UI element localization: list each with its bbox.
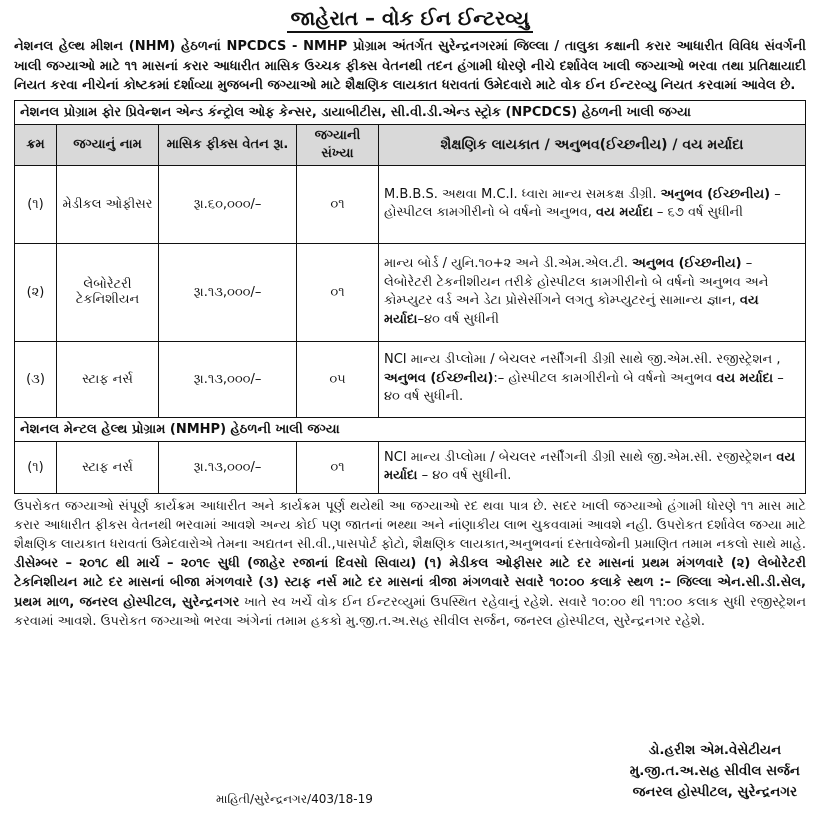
table-row [15,243,806,341]
row-qualification [379,341,806,417]
row-count: ૦૧ [297,165,379,243]
section-heading-row [15,100,806,124]
col-salary-header: માસિક ફીક્સ વેતન રૂા. [159,124,297,165]
qual-age-label: વય મર્યાદા [384,293,759,327]
qual-text: NCI માન્ય ડીપ્લોમા / બેચલર નર્સીંગની ડીગ્રી સાથે જી.એમ.સી. રજીસ્ટ્રેશન [384,449,777,465]
row-salary: રૂા.૧૩,૦૦૦/– [159,243,297,341]
footer-paragraph [14,497,806,631]
qual-experience-label: અનુભવ (ઈચ્છનીય) [632,256,742,271]
row-post: સ્ટાફ નર્સ [57,441,159,493]
row-salary: રૂા.૧૩,૦૦૦/– [159,441,297,493]
row-qualification [379,165,806,243]
qual-age-label: વય મર્યાદા [596,205,653,220]
col-serial-header: ક્રમ [15,124,57,165]
row-post: મેડીકલ ઓફીસર [57,165,159,243]
footer-text: ખાતે સ્વ ખર્ચે વોક ઈન ઈન્ટરવ્યુમાં ઉપસ્થિત રહેવાનું રહેશે. સવારે ૧૦:૦૦ થી ૧૧:૦૦ કલાક સુધી રજીસ્ટ્રેશન કરવામાં આવશે. ઉપરોકત જગ્યાઓ ભરવા અંગેનાં તમામ હકકો મુ.જી.ત.અ.સહ સીવીલ સર્જન, જનરલ હોસ્પીટલ, સુરેન્દ્રનગર રહેશે. [14,594,806,629]
row-qualification [379,441,806,493]
table-row [15,341,806,417]
row-post: સ્ટાફ નર્સ [57,341,159,417]
qual-experience-label: અનુભવ (ઈચ્છનીય) [384,370,494,386]
row-count: ૦૧ [297,243,379,341]
qual-text: માન્ય બોર્ડ / યુનિ.૧૦+૨ અને ડી.એમ.એલ.ટી. [384,256,633,271]
signatory-designation: મુ.જી.ત.અ.સહ સીવીલ સર્જન [629,763,800,779]
col-post-header: જગ્યાનું નામ [57,124,159,165]
signatory-name: ડો.હરીશ એમ.વેસેટીયન [648,742,782,758]
row-serial: (૩) [15,341,57,417]
col-qualification-header: શૈક્ષણિક લાયકાત / અનુભવ(ઈચ્છનીય) / વય મર્યાદા [379,124,806,165]
title-wrapper [14,6,806,34]
qual-text: :– હોસ્પીટલ કામગીરીનો બે વર્ષનો અનુભવ [493,370,717,386]
table-row [15,165,806,243]
qual-age-label: વય મર્યાદા [716,370,774,386]
qual-text: NCI માન્ય ડીપ્લોમા / બેચલર નર્સીંગની ડીગ્રી સાથે જી.એમ.સી. રજીસ્ટ્રેશન , [384,352,781,368]
row-salary: રૂા.૧૩,૦૦૦/– [159,341,297,417]
qual-age-label: વય મર્યાદા [384,449,796,483]
signature-block [630,740,800,803]
qual-text: –લેબોરેટરી ટેકનીશીયન તરીકે હોસ્પીટલ કામગીરીનો બે વર્ષનો અનુભવ અને કોમ્પ્યુટર વર્ડ અને ડેટા પ્રોસેસીંગને લગતુ કોમ્પ્યુટરનું સામાન્ય જ્ઞાન, [384,256,769,308]
footer-schedule: ડીસેમ્બર – ૨૦૧૮ થી માર્ચ – ૨૦૧૯ સુધી (જાહેર રજાનાં દિવસો સિવાય) (૧) મેડીકલ ઓફીસર માટે દર માસનાં પ્રથમ મંગળવારે (૨) લેબોરેટરી ટેકનિશીયન માટે દર માસનાં બીજા મંગળવારે (૩) સ્ટાફ નર્સ માટે દર માસનાં ત્રીજા મંગળવારે સવારે ૧૦:૦૦ કલાકે સ્થળ :– જિલ્લા એન.સી.ડી.સેલ, પ્રથમ માળ, જનરલ હોસ્પીટલ, સુરેન્દ્રનગર [14,556,806,610]
qual-text: – ૪૦ વર્ષ સુધીની. [384,370,784,405]
row-serial: (૨) [15,243,57,341]
row-serial: (૧) [15,441,57,493]
row-post: લેબોરેટરી ટેકનિશીયન [57,243,159,341]
qual-text: – ૬૭ વર્ષ સુધીની [652,205,743,220]
row-serial: (૧) [15,165,57,243]
section-heading-row [15,417,806,441]
row-salary: રૂા.૬૦,૦૦૦/– [159,165,297,243]
intro-paragraph: નેશનલ હેલ્થ મીશન (NHM) હેઠળનાં NPCDCS - NMHP પ્રોગ્રામ અંતર્ગત સુરેન્દ્રનગરમાં જિલ્લા / તાલુકા કક્ષાની કરાર આધારીત વિવિધ સંવર્ગની ખાલી જગ્યાઓ માટે ૧૧ માસનાં કરાર આધારીત માસિક ઉચ્ચક ફીક્સ વેતનથી તદન હંગામી ધોરણે નીચે દર્શાવેલ ખાલી જગ્યાઓ ભરવા તથા પ્રતિક્ષાયાદી નિયત કરવા નીચેનાં કોષ્ટકમાં દર્શાવ્યા મુજબની જગ્યાઓ માટે શૈક્ષણિક લાયકાત ધરાવતાં ઉમેદવારો માટે વોક ઈન ઈન્ટરવ્યુ નિયત કરવામાં આવેલ છે. [14,39,806,93]
row-count: ૦૧ [297,441,379,493]
qual-text: – હોસ્પીટલ કામગીરીનો બે વર્ષનો અનુભવ, [384,186,781,220]
signatory-office: જનરલ હોસ્પીટલ, સુરેન્દ્રનગર [632,784,798,800]
qual-text: – ૪૦ વર્ષ સુધીની. [417,468,512,483]
row-count: ૦૫ [297,341,379,417]
section2-heading: નેશનલ મેન્ટલ હેલ્થ પ્રોગ્રામ (NMHP) હેઠળની ખાલી જગ્યા [15,417,806,441]
section1-heading: નેશનલ પ્રોગ્રામ ફોર પ્રિવેન્શન એન્ડ કંન્ટ્રોલ ઓફ કેન્સર, ડાયાબીટીસ, સી.વી.ડી.એન્ડ સ્ટ્રોક (NPCDCS) હેઠળની ખાલી જગ્યા [15,100,806,124]
col-count-header: જગ્યાની સંખ્યા [297,124,379,165]
table-row [15,441,806,493]
vacancy-table [14,100,806,494]
row-qualification [379,243,806,341]
footer-text: ઉપરોકત જગ્યાઓ સંપૂર્ણ કાર્યક્રમ આધારીત અને કાર્યક્રમ પૂર્ણ થયેથી આ જગ્યાઓ રદ થવા પાત્ર છે. સદર ખાલી જગ્યાઓ હંગામી ધોરણે ૧૧ માસ માટે કરાર આધારીત ફીકસ વેતનથી ભરવામાં આવશે અન્ય કોઈ પણ જાતનાં ભથ્થા અને નાંણાકીય લાભ ચુકવવામાં આવશે નહી. ઉપરોકત દર્શાવેલ જગ્યા માટે શૈક્ષણિક લાયકાત ધરાવતાં ઉમેદવારોએ તેમના અદ્યતન સી.વી.,પાસપોર્ટ ફોટો, શૈક્ષણિક લાયકાત,અનુભવનાં દસ્તાવેજોની પ્રમાણિત તમામ નકલો સાથે માહે. [14,498,806,552]
qual-text: –૪૦ વર્ષ સુધીની [417,311,499,327]
table-header-row [15,124,806,165]
page-title: જાહેરાત – વોક ઈન ઈન્ટરવ્યુ [287,6,534,33]
reference-number: માહિતી/સુરેન્દ્રનગર/403/18-19 [216,792,373,806]
qual-text: M.B.B.S. અથવા M.C.I. ધ્વારા માન્ય સમકક્ષ ડીગ્રી. [384,186,661,202]
qual-experience-label: અનુભવ (ઈચ્છનીય) [660,186,771,202]
